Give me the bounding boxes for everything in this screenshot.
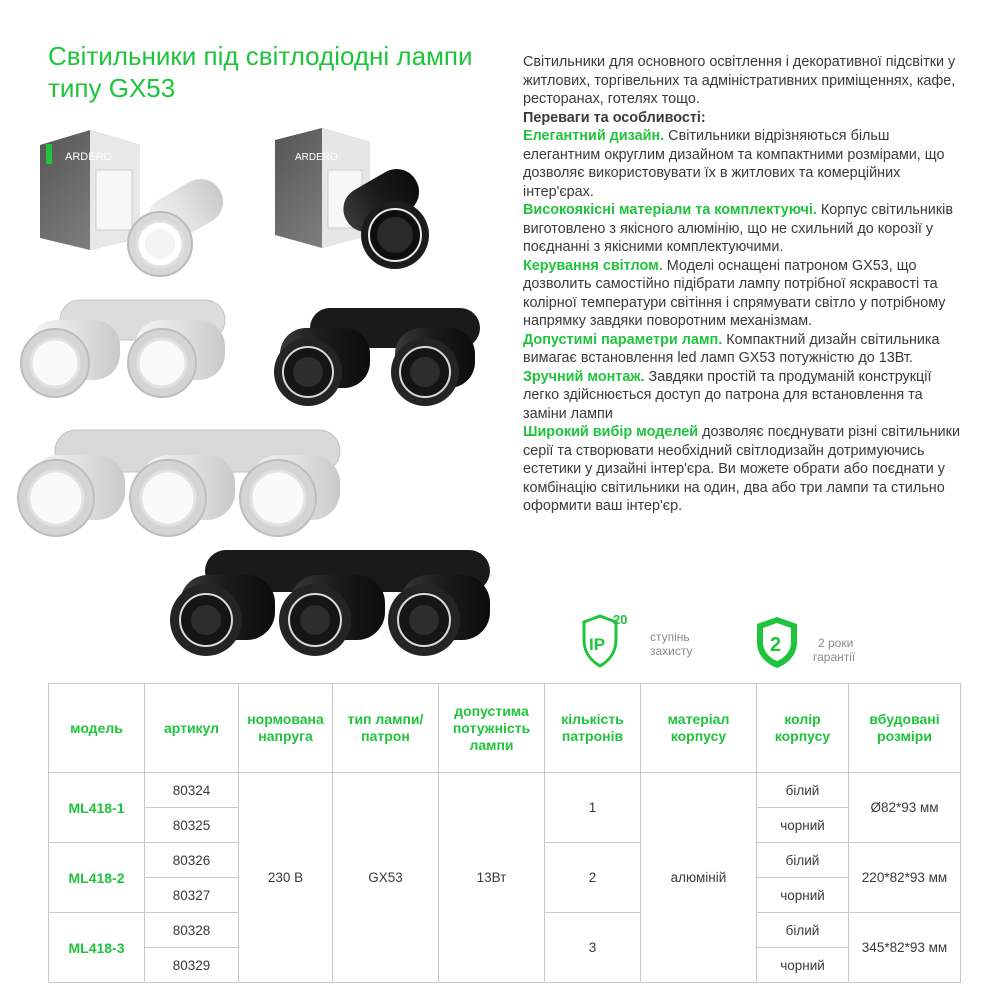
feature-title: Широкий вибір моделей <box>523 424 699 440</box>
dimensions-cell: 345*82*93 мм <box>849 913 961 983</box>
ip-number: 20 <box>613 612 628 627</box>
description <box>523 53 963 516</box>
page-title: Світильники під світлодіодні лампи типу GX53 <box>48 41 473 103</box>
ip-shield-icon <box>580 610 632 672</box>
article-cell: 80324 <box>145 773 239 808</box>
table-row <box>49 773 961 808</box>
feature-item <box>523 368 963 424</box>
header-material: матеріал корпусу <box>641 684 757 773</box>
feature-title: Керування світлом. <box>523 257 663 274</box>
article-cell: 80329 <box>145 948 239 983</box>
black-triple-product <box>170 550 490 656</box>
dimensions-cell: Ø82*93 мм <box>849 773 961 843</box>
header-voltage: нормована напруга <box>239 684 333 773</box>
color-cell: чорний <box>757 948 849 983</box>
color-cell: чорний <box>757 808 849 843</box>
warranty-shield-icon <box>753 614 801 670</box>
sockets-cell: 3 <box>545 913 641 983</box>
ip-label-1: ступінь <box>650 630 690 644</box>
feature-title: Допустимі параметри ламп. <box>523 331 723 348</box>
warranty-label-2: гарантії <box>813 650 856 664</box>
color-cell: білий <box>757 773 849 808</box>
feature-title: Елегантний дизайн. <box>523 128 665 144</box>
header-sockets: кількість патронів <box>545 684 641 773</box>
header-power: допустима потужність лампи <box>439 684 545 773</box>
white-double-product <box>21 300 225 397</box>
dimensions-cell: 220*82*93 мм <box>849 843 961 913</box>
warranty-number: 2 <box>770 634 782 656</box>
feature-title: Зручний монтаж. <box>523 368 645 385</box>
ip-label-2: захисту <box>650 644 693 658</box>
header-article: артикул <box>145 684 239 773</box>
header-color: колір корпусу <box>757 684 849 773</box>
article-cell: 80328 <box>145 913 239 948</box>
feature-item <box>523 423 963 516</box>
intro-text: Світильники для основного освітлення і декоративної підсвітки у житлових, торгівельних та адміністративних приміщеннях, кафе, ресторанах, готелях тощо. <box>523 54 956 107</box>
feature-text: Завдяки простій та продуманій конструкції легко здійснюється доступ до патрона для встановлення та заміни лампи <box>523 368 932 422</box>
feature-item <box>523 127 963 201</box>
article-cell: 80326 <box>145 843 239 878</box>
black-double-product <box>274 308 480 406</box>
badges <box>575 610 875 680</box>
article-cell: 80325 <box>145 808 239 843</box>
feature-title: Високоякісні матеріали та комплектуючі. <box>523 202 817 218</box>
model-cell: ML418-2 <box>49 843 145 913</box>
box-brand-text: ARDERO <box>65 151 113 163</box>
warranty-label-1: 2 роки <box>818 636 854 650</box>
spec-table <box>48 683 961 983</box>
color-cell: білий <box>757 913 849 948</box>
box-brand-text: ARDERO <box>295 152 338 163</box>
header-lamp-type: тип лампи/ патрон <box>333 684 439 773</box>
white-single-product <box>40 130 231 276</box>
power-cell: 13Вт <box>439 773 545 983</box>
sockets-cell: 2 <box>545 843 641 913</box>
ip-text: IP <box>589 635 606 654</box>
white-triple-product <box>18 430 340 536</box>
color-cell: чорний <box>757 878 849 913</box>
header-model: модель <box>49 684 145 773</box>
feature-text: дозволяє поєднувати різні світильники серії та створювати необхідний світлодизайн дотримуючись естетики у дизайні інтер'єра. Ви можете обрати або поєднати у комбінацію світильники на один, два або три лампи та стильно оформити ваш інтер'єр. <box>523 424 960 514</box>
sockets-cell: 1 <box>545 773 641 843</box>
features-heading: Переваги та особливості: <box>523 109 706 126</box>
feature-item <box>523 331 963 368</box>
table-header-row <box>49 684 961 773</box>
black-single-product <box>275 128 429 269</box>
model-cell: ML418-3 <box>49 913 145 983</box>
product-photos <box>10 110 510 685</box>
lamp-type-cell: GX53 <box>333 773 439 983</box>
feature-item <box>523 257 963 331</box>
feature-text: Моделі оснащені патроном GX53, що дозволить самостійно підібрати лампу потрібної яскравості та колірної температури світіння і спрямувати світло у потрібному напрямку завдяки поворотним механізмам. <box>523 257 946 329</box>
article-cell: 80327 <box>145 878 239 913</box>
feature-text: Корпус світильників виготовлено з якісного алюмінію, що не схильний до корозії у поєднанні з якісними комплектуючими. <box>523 202 953 255</box>
header-dimensions: вбудовані розміри <box>849 684 961 773</box>
feature-text: Світильники відрізняються більш елегантним округлим дизайном та компактними розмірами, що дозволяє використовувати їх в житлових та комерційних інтер'єрах. <box>523 128 945 200</box>
voltage-cell: 230 В <box>239 773 333 983</box>
model-cell: ML418-1 <box>49 773 145 843</box>
feature-text: Компактний дизайн світильника вимагає встановлення led ламп GX53 потужністю до 13Вт. <box>523 331 940 366</box>
feature-item <box>523 201 963 257</box>
color-cell: білий <box>757 843 849 878</box>
material-cell: алюміній <box>641 773 757 983</box>
